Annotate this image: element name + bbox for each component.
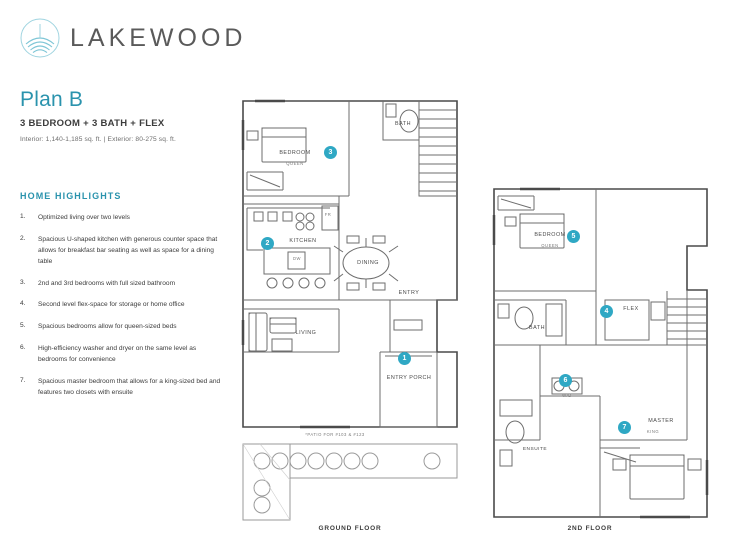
- room-label-entry: ENTRY: [398, 290, 420, 296]
- list-item-number: 3.: [20, 278, 26, 286]
- room-sublabel-queen-second: QUEEN: [541, 243, 559, 248]
- list-item-number: 4.: [20, 300, 26, 308]
- room-sublabel-queen-ground: QUEEN: [286, 161, 304, 166]
- list-item: [20, 235, 225, 268]
- room-label-ensuite: ENSUITE: [522, 447, 548, 452]
- plan-area: Interior: 1,140-1,185 sq. ft. | Exterior: 80-275 sq. ft.: [20, 136, 176, 143]
- list-item-number: 5.: [20, 322, 26, 330]
- room-label-master: MASTER: [648, 418, 674, 424]
- lake-ripple-logo-icon: [20, 18, 60, 58]
- room-label-fridge: FR: [324, 212, 332, 217]
- marker-1: 1: [398, 352, 411, 365]
- marker-4: 4: [600, 305, 613, 318]
- list-item: [20, 322, 225, 333]
- room-label-bath-ground: BATH: [395, 121, 411, 127]
- marker-6: 6: [559, 374, 572, 387]
- room-label-kitchen: KITCHEN: [289, 238, 317, 244]
- marker-2: 2: [261, 237, 274, 250]
- ground-floor-caption: GROUND FLOOR: [318, 525, 382, 532]
- home-highlights-heading: HOME HIGHLIGHTS: [20, 191, 122, 201]
- second-floor-caption: 2ND FLOOR: [567, 525, 613, 532]
- list-item-number: 7.: [20, 376, 26, 384]
- list-item-text: Spacious master bedroom that allows for a king-sized bed and features two closets with ensuite: [38, 377, 221, 396]
- list-item-number: 2.: [20, 234, 26, 242]
- room-label-bedroom-second: BEDROOM: [534, 232, 566, 238]
- plan-info-panel: [20, 88, 225, 410]
- list-item-text: Spacious U-shaped kitchen with generous counter space that allows for breakfast bar seating as well as space for a dining table: [38, 235, 218, 265]
- list-item: [20, 344, 225, 366]
- room-label-dining: DINING: [357, 260, 379, 266]
- list-item: [20, 279, 225, 290]
- list-item-text: Optimized living over two levels: [38, 214, 130, 221]
- room-label-washer-dryer: W/D: [562, 393, 572, 398]
- list-item-text: High-efficiency washer and dryer on the same level as bedrooms for convenience: [38, 345, 197, 363]
- list-item-text: 2nd and 3rd bedrooms with full sized bathroom: [38, 279, 176, 287]
- list-item-number: 1.: [20, 213, 26, 220]
- patio-note: *PATIO FOR #103 & #123: [305, 432, 365, 437]
- page-title: Plan B: [20, 88, 84, 111]
- brand-logo: [20, 18, 246, 58]
- list-item: [20, 213, 225, 224]
- room-label-entry-porch: ENTRY PORCH: [386, 375, 432, 381]
- marker-3: 3: [324, 146, 337, 159]
- marker-5: 5: [567, 230, 580, 243]
- room-label-bedroom-ground: BEDROOM: [279, 150, 311, 156]
- plan-subtitle: 3 BEDROOM + 3 BATH + FLEX: [20, 118, 165, 129]
- room-label-living: LIVING: [295, 330, 317, 336]
- marker-7: 7: [618, 421, 631, 434]
- room-label-dishwasher: DW: [293, 256, 301, 261]
- home-highlights-list: [20, 213, 225, 399]
- list-item: [20, 377, 225, 399]
- room-label-bath-second: BATH: [529, 325, 545, 331]
- room-label-flex: FLEX: [623, 306, 639, 312]
- list-item-text: Second level flex-space for storage or home office: [38, 301, 185, 309]
- list-item-number: 6.: [20, 344, 26, 352]
- room-sublabel-king: KING: [646, 429, 660, 434]
- brand-name: LAKEWOOD: [70, 23, 247, 52]
- list-item: [20, 300, 225, 311]
- list-item-text: Spacious bedrooms allow for queen-sized beds: [38, 323, 177, 331]
